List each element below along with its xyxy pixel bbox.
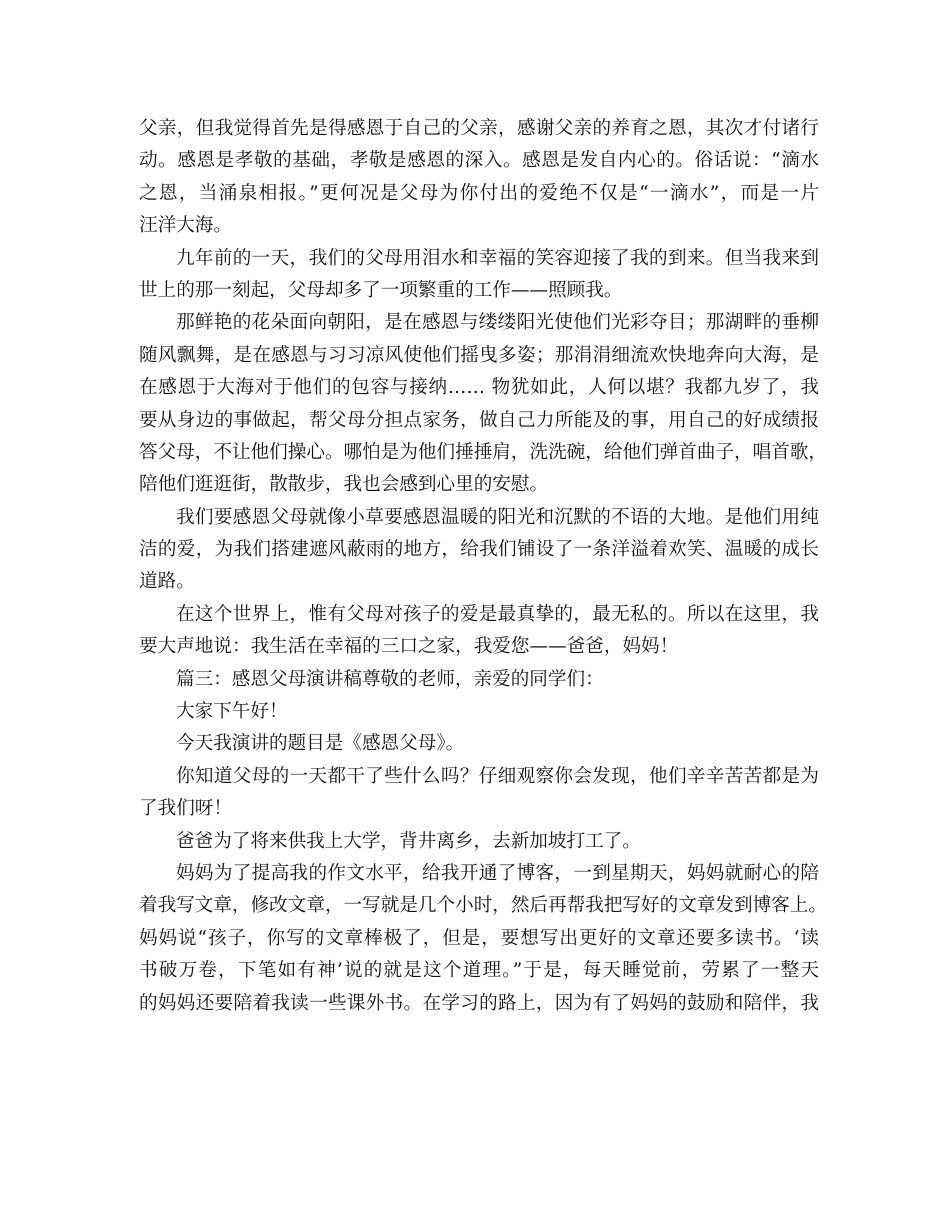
text-line: 之恩，当涌泉相报。”更何况是父母为你付出的爱绝不仅是“一滴水”，而是一片 — [139, 182, 819, 204]
text-line: 篇三：感恩父母演讲稿尊敬的老师，亲爱的同学们： — [176, 668, 604, 690]
text-line: 要从身边的事做起，帮父母分担点家务，做自己力所能及的事，用自己的好成绩报 — [139, 409, 819, 431]
text-line: 父亲，但我觉得首先是得感恩于自己的父亲，感谢父亲的养育之恩，其次才付诸行 — [139, 118, 819, 139]
text-line: 你知道父母的一天都干了些什么吗？仔细观察你会发现，他们辛辛苦苦都是为 — [176, 765, 819, 787]
text-line: 今天我演讲的题目是《感恩父母》。 — [176, 733, 465, 755]
text-line: 世上的那一刻起，父母却多了一项繁重的工作——照顾我。 — [139, 279, 623, 301]
text-line: 在这个世界上，惟有父母对孩子的爱是最真挚的，最无私的。所以在这里，我 — [176, 603, 819, 625]
text-line: 洁的爱，为我们搭建遮风蔽雨的地方，给我们铺设了一条洋溢着欢笑、温暖的成长 — [139, 539, 819, 561]
text-line: 那鲜艳的花朵面向朝阳，是在感恩与缕缕阳光使他们光彩夺目；那湖畔的垂柳 — [176, 312, 819, 334]
text-line: 着我写文章，修改文章，一写就是几个小时，然后再帮我把写好的文章发到博客上。 — [139, 895, 827, 917]
text-line: 九年前的一天，我们的父母用泪水和幸福的笑容迎接了我的到来。但当我来到 — [176, 247, 819, 269]
text-line: 道路。 — [139, 571, 195, 593]
text-line: 汪洋大海。 — [139, 215, 232, 237]
text-line: 大家下午好！ — [176, 701, 288, 723]
text-line: 的妈妈还要陪着我读一些课外书。在学习的路上，因为有了妈妈的鼓励和陪伴，我 — [139, 992, 819, 1014]
text-line: 了我们呀！ — [139, 798, 232, 820]
text-line: 妈妈为了提高我的作文水平，给我开通了博客，一到星期天，妈妈就耐心的陪 — [176, 862, 819, 884]
text-line: 陪他们逛逛街，散散步，我也会感到心里的安慰。 — [139, 474, 549, 496]
text-line: 爸爸为了将来供我上大学，背井离乡，去新加坡打工了。 — [176, 830, 641, 852]
text-line: 随风飘舞，是在感恩与习习凉风使他们摇曳多姿；那涓涓细流欢快地奔向大海，是 — [139, 344, 819, 366]
text-line: 在感恩于大海对于他们的包容与接纳…… 物犹如此，人何以堪？我都九岁了，我 — [139, 377, 819, 399]
body-text — [139, 113, 827, 1020]
text-line: 答父母，不让他们操心。哪怕是为他们捶捶肩，洗洗碗，给他们弹首曲子，唱首歌， — [139, 441, 827, 463]
text-line: 要大声地说：我生活在幸福的三口之家，我爱您——爸爸，妈妈！ — [139, 636, 679, 658]
text-line: 书破万卷，下笔如有神’说的就是这个道理。”于是，每天睡觉前，劳累了一整天 — [139, 960, 819, 982]
text-line: 我们要感恩父母就像小草要感恩温暖的阳光和沉默的不语的大地。是他们用纯 — [176, 506, 819, 528]
text-line: 动。感恩是孝敬的基础，孝敬是感恩的深入。感恩是发自内心的。俗话说：“滴水 — [139, 150, 819, 172]
text-line: 妈妈说“孩子，你写的文章棒极了，但是，要想写出更好的文章还要多读书。‘读 — [139, 927, 819, 949]
